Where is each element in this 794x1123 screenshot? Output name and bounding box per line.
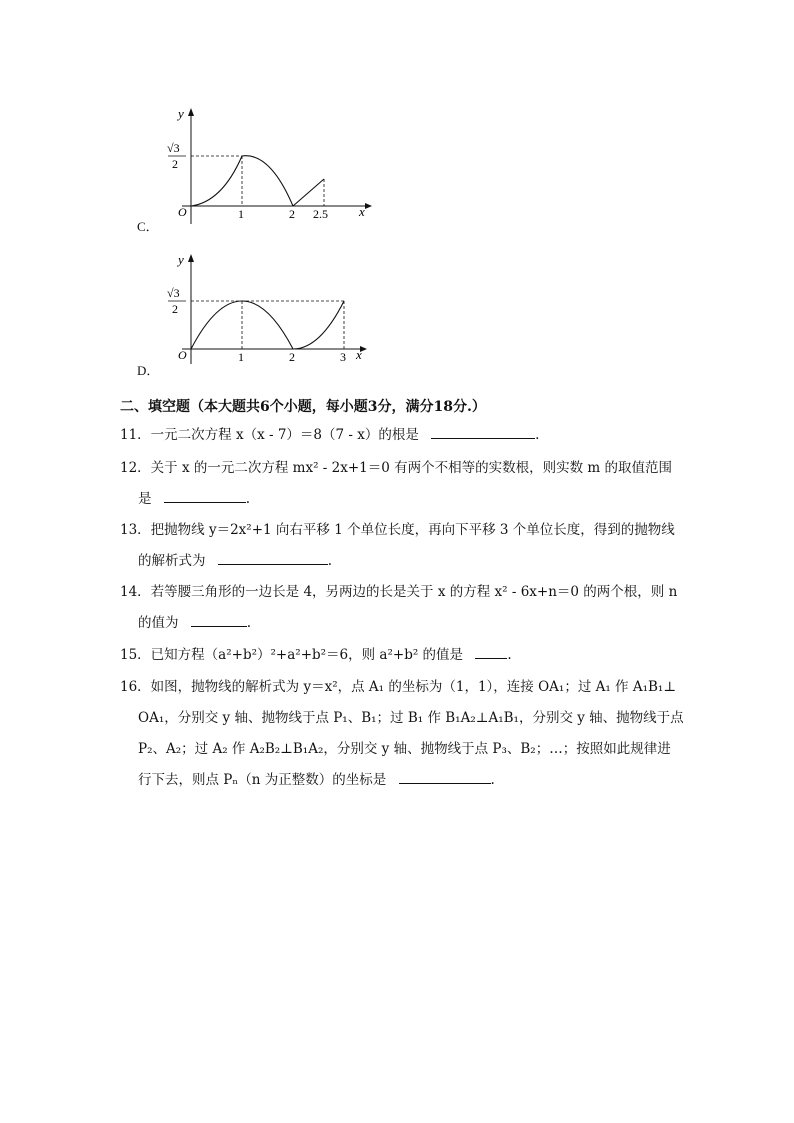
y-tick-denominator: 2: [172, 302, 178, 316]
x-tick-label: 1: [238, 207, 244, 221]
answer-blank[interactable]: [191, 612, 247, 627]
answer-blank[interactable]: [218, 550, 328, 565]
question-13: [120, 515, 680, 546]
question-12-cont: [120, 484, 680, 515]
x-axis-arrow: [365, 203, 372, 209]
question-16-line-4: 行下去，则点 Pₙ（n 为正整数）的坐标是: [138, 772, 387, 788]
answer-blank[interactable]: [431, 424, 535, 439]
answer-blank[interactable]: [475, 644, 507, 659]
origin-label: O: [178, 348, 187, 362]
question-16-cont-3: [120, 765, 680, 796]
question-13-cont: [120, 546, 680, 577]
x-tick-label: 2: [289, 350, 295, 364]
question-16-cont-1: [120, 703, 684, 734]
period: .: [507, 647, 512, 663]
question-14-cont: [120, 608, 680, 639]
question-14-line-2: 的值为: [138, 615, 179, 631]
question-16-line-2: OA₁，分别交 y 轴、抛物线于点 P₁、B₁；过 B₁ 作 B₁A₂⊥A₁B₁，分别交 y 轴、抛物线于点: [138, 710, 684, 726]
y-axis-arrow: [188, 108, 194, 116]
origin-label: O: [178, 205, 187, 219]
period: .: [245, 491, 251, 507]
section-title: 二、填空题（本大题共6个小题，每小题3分，满分18分.）: [120, 399, 486, 415]
x-tick-label: 3: [340, 350, 346, 364]
x-tick-label: 2: [289, 207, 295, 221]
period: .: [327, 553, 333, 569]
y-axis-arrow: [188, 254, 194, 262]
question-16: [120, 672, 680, 703]
curve-segment-2: [242, 156, 293, 206]
question-11-text: 11．一元二次方程 x（x - 7）＝8（7 - x）的根是: [120, 427, 419, 443]
y-tick-numerator: √3: [167, 141, 180, 155]
period: .: [246, 615, 252, 631]
question-14: [120, 577, 680, 608]
answer-blank[interactable]: [164, 488, 246, 503]
curve-segment-1: [191, 156, 242, 206]
question-16-line-3: P₂、A₂；过 A₂ 作 A₂B₂⊥B₁A₂，分别交 y 轴、抛物线于点 P₃、B₂；…；按照如此规律进: [138, 741, 671, 757]
period: .: [535, 427, 540, 443]
x-axis-label: x: [356, 347, 362, 362]
y-axis-label: y: [178, 252, 184, 267]
curve-segment-3: [293, 179, 324, 206]
x-tick-label: 1: [238, 350, 244, 364]
question-12-line-2: 是: [138, 491, 152, 507]
question-16-cont-2: [120, 734, 680, 765]
question-14-line-1: 14．若等腰三角形的一边长是 4，另两边的长是关于 x 的方程 x² - 6x+n＝0 的两个根，则 n: [120, 584, 678, 600]
option-d-label: D．: [137, 363, 160, 378]
period: .: [490, 772, 495, 788]
x-tick-label: 2.5: [313, 207, 328, 221]
question-12: [120, 453, 680, 484]
answer-blank[interactable]: [399, 769, 491, 784]
question-16-line-1: 16．如图，抛物线的解析式为 y＝x²，点 A₁ 的坐标为（1，1），连接 OA₁；过 A₁ 作 A₁B₁⊥: [120, 679, 677, 695]
question-15: [120, 640, 680, 671]
question-13-line-1: 13．把抛物线 y＝2x²+1 向右平移 1 个单位长度，再向下平移 3 个单位长度，得到的抛物线: [120, 522, 675, 538]
y-axis-label: y: [178, 106, 184, 121]
y-tick-denominator: 2: [172, 157, 178, 171]
question-12-line-1: 12．关于 x 的一元二次方程 mx² - 2x+1＝0 有两个不相等的实数根，则实数 m 的取值范围: [120, 460, 673, 476]
question-11: [120, 420, 680, 451]
option-c-graph: [160, 100, 380, 234]
curve-rise: [293, 301, 344, 349]
option-d-graph: [160, 246, 380, 380]
question-15-text: 15．已知方程（a²+b²）²+a²+b²＝6，则 a²+b² 的值是: [120, 647, 464, 663]
x-axis-label: x: [359, 204, 365, 219]
option-c-label: C．: [137, 219, 159, 234]
question-13-line-2: 的解析式为: [138, 553, 206, 569]
y-tick-numerator: √3: [167, 286, 180, 300]
